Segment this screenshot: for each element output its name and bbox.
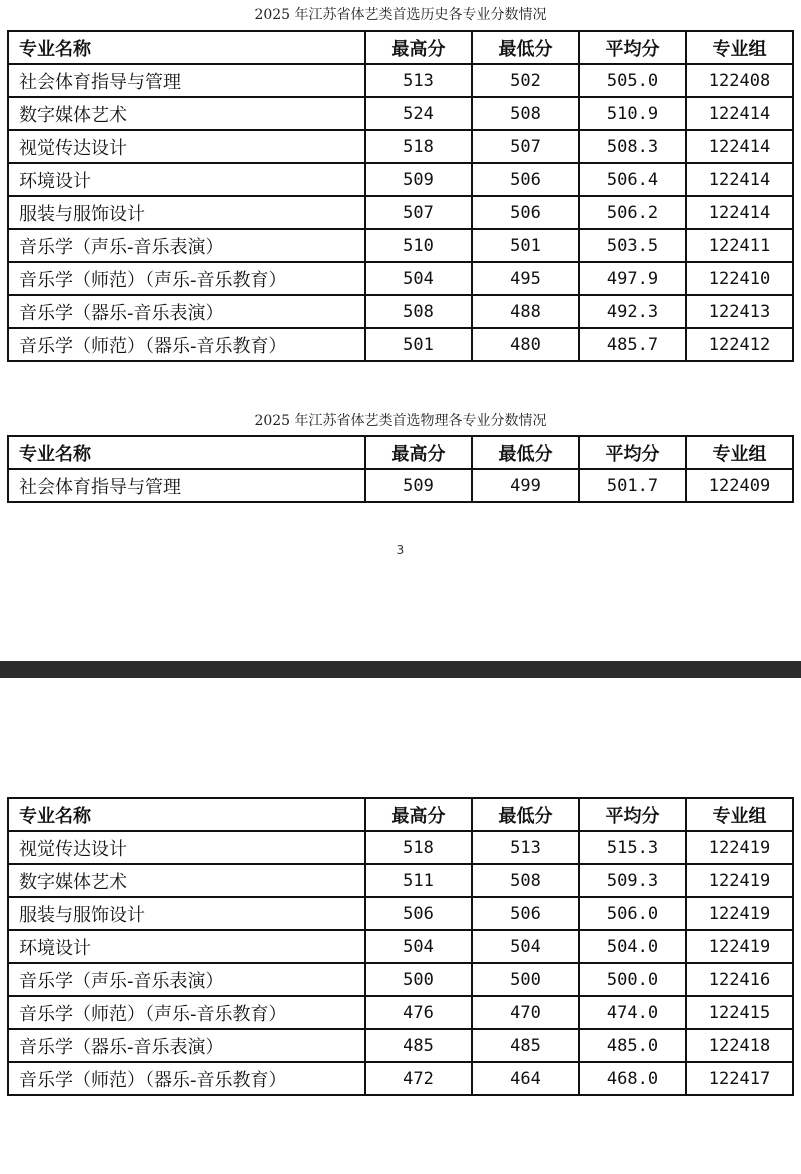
- table-row: [8, 229, 793, 262]
- table-row: [8, 295, 793, 328]
- cell-major-group: 122418: [686, 1029, 793, 1062]
- header-min-score: 最低分: [472, 436, 579, 469]
- cell-major-group: 122419: [686, 930, 793, 963]
- cell-min-score: 470: [472, 996, 579, 1029]
- header-max-score: 最高分: [365, 798, 472, 831]
- cell-max-score: 476: [365, 996, 472, 1029]
- cell-max-score: 504: [365, 930, 472, 963]
- cell-major: 音乐学（声乐-音乐表演）: [8, 229, 365, 262]
- cell-max-score: 485: [365, 1029, 472, 1062]
- cell-major: 服装与服饰设计: [8, 196, 365, 229]
- history-scores-table: [7, 30, 794, 362]
- cell-max-score: 508: [365, 295, 472, 328]
- header-avg-score: 平均分: [579, 798, 686, 831]
- cell-major-group: 122415: [686, 996, 793, 1029]
- cell-max-score: 472: [365, 1062, 472, 1095]
- cell-major-group: 122410: [686, 262, 793, 295]
- cell-major: 音乐学（器乐-音乐表演）: [8, 295, 365, 328]
- header-row: [8, 798, 793, 831]
- cell-max-score: 509: [365, 163, 472, 196]
- cell-max-score: 524: [365, 97, 472, 130]
- cell-major-group: 122419: [686, 864, 793, 897]
- physics-table-caption: 2025 年江苏省体艺类首选物理各专业分数情况: [254, 413, 547, 429]
- cell-min-score: 480: [472, 328, 579, 361]
- header-row: [8, 436, 793, 469]
- table-row: [8, 864, 793, 897]
- cell-major: 音乐学（声乐-音乐表演）: [8, 963, 365, 996]
- header-avg-score: 平均分: [579, 436, 686, 469]
- cell-major: 音乐学（师范）（声乐-音乐教育）: [8, 996, 365, 1029]
- cell-min-score: 495: [472, 262, 579, 295]
- cell-min-score: 488: [472, 295, 579, 328]
- cell-major: 社会体育指导与管理: [8, 64, 365, 97]
- cell-major-group: 122413: [686, 295, 793, 328]
- table-row: [8, 897, 793, 930]
- cell-avg-score: 508.3: [579, 130, 686, 163]
- header-min-score: 最低分: [472, 798, 579, 831]
- cell-major-group: 122417: [686, 1062, 793, 1095]
- cell-major-group: 122416: [686, 963, 793, 996]
- cell-avg-score: 492.3: [579, 295, 686, 328]
- header-max-score: 最高分: [365, 31, 472, 64]
- cell-min-score: 500: [472, 963, 579, 996]
- table-row: [8, 1029, 793, 1062]
- cell-avg-score: 485.7: [579, 328, 686, 361]
- page2-scores-table: [7, 797, 794, 1096]
- cell-major-group: 122412: [686, 328, 793, 361]
- cell-major: 数字媒体艺术: [8, 864, 365, 897]
- cell-major: 音乐学（器乐-音乐表演）: [8, 1029, 365, 1062]
- page2-table-body: [8, 831, 793, 1095]
- table-row: [8, 963, 793, 996]
- cell-max-score: 501: [365, 328, 472, 361]
- header-major-group: 专业组: [686, 31, 793, 64]
- cell-min-score: 464: [472, 1062, 579, 1095]
- cell-min-score: 502: [472, 64, 579, 97]
- table-row: [8, 97, 793, 130]
- header-major-group: 专业组: [686, 436, 793, 469]
- cell-avg-score: 500.0: [579, 963, 686, 996]
- cell-major-group: 122414: [686, 163, 793, 196]
- table-row: [8, 64, 793, 97]
- page-number: 3: [396, 543, 405, 557]
- cell-major-group: 122409: [686, 469, 793, 502]
- cell-avg-score: 485.0: [579, 1029, 686, 1062]
- page-divider: [0, 661, 801, 678]
- history-table-body: [8, 64, 793, 361]
- header-min-score: 最低分: [472, 31, 579, 64]
- cell-major: 视觉传达设计: [8, 130, 365, 163]
- cell-min-score: 508: [472, 97, 579, 130]
- cell-min-score: 507: [472, 130, 579, 163]
- physics-table-body: [8, 469, 793, 502]
- table-row: [8, 469, 793, 502]
- history-table-caption: 2025 年江苏省体艺类首选历史各专业分数情况: [254, 7, 547, 23]
- cell-max-score: 506: [365, 897, 472, 930]
- cell-avg-score: 509.3: [579, 864, 686, 897]
- cell-major: 视觉传达设计: [8, 831, 365, 864]
- table-row: [8, 130, 793, 163]
- cell-min-score: 499: [472, 469, 579, 502]
- cell-max-score: 513: [365, 64, 472, 97]
- cell-major: 音乐学（师范）（器乐-音乐教育）: [8, 328, 365, 361]
- table-row: [8, 262, 793, 295]
- cell-min-score: 506: [472, 897, 579, 930]
- cell-max-score: 518: [365, 130, 472, 163]
- header-major: 专业名称: [8, 436, 365, 469]
- cell-avg-score: 510.9: [579, 97, 686, 130]
- cell-major: 音乐学（师范）（器乐-音乐教育）: [8, 1062, 365, 1095]
- cell-major-group: 122414: [686, 130, 793, 163]
- table-row: [8, 831, 793, 864]
- cell-min-score: 513: [472, 831, 579, 864]
- cell-major-group: 122414: [686, 97, 793, 130]
- cell-avg-score: 474.0: [579, 996, 686, 1029]
- cell-min-score: 485: [472, 1029, 579, 1062]
- cell-max-score: 510: [365, 229, 472, 262]
- cell-avg-score: 503.5: [579, 229, 686, 262]
- cell-max-score: 518: [365, 831, 472, 864]
- cell-min-score: 506: [472, 163, 579, 196]
- table-row: [8, 163, 793, 196]
- cell-major: 社会体育指导与管理: [8, 469, 365, 502]
- cell-avg-score: 506.2: [579, 196, 686, 229]
- cell-max-score: 511: [365, 864, 472, 897]
- cell-major-group: 122414: [686, 196, 793, 229]
- cell-major: 环境设计: [8, 163, 365, 196]
- cell-major-group: 122419: [686, 897, 793, 930]
- table-row: [8, 196, 793, 229]
- header-avg-score: 平均分: [579, 31, 686, 64]
- cell-avg-score: 506.4: [579, 163, 686, 196]
- cell-major: 数字媒体艺术: [8, 97, 365, 130]
- cell-avg-score: 504.0: [579, 930, 686, 963]
- cell-major: 音乐学（师范）（声乐-音乐教育）: [8, 262, 365, 295]
- cell-avg-score: 506.0: [579, 897, 686, 930]
- cell-avg-score: 515.3: [579, 831, 686, 864]
- cell-min-score: 501: [472, 229, 579, 262]
- cell-min-score: 508: [472, 864, 579, 897]
- cell-major-group: 122419: [686, 831, 793, 864]
- header-row: [8, 31, 793, 64]
- table-row: [8, 996, 793, 1029]
- cell-max-score: 504: [365, 262, 472, 295]
- cell-major-group: 122411: [686, 229, 793, 262]
- header-max-score: 最高分: [365, 436, 472, 469]
- header-major: 专业名称: [8, 31, 365, 64]
- cell-major: 服装与服饰设计: [8, 897, 365, 930]
- cell-major: 环境设计: [8, 930, 365, 963]
- cell-avg-score: 497.9: [579, 262, 686, 295]
- table-row: [8, 1062, 793, 1095]
- cell-min-score: 504: [472, 930, 579, 963]
- cell-avg-score: 505.0: [579, 64, 686, 97]
- cell-avg-score: 501.7: [579, 469, 686, 502]
- cell-avg-score: 468.0: [579, 1062, 686, 1095]
- cell-max-score: 500: [365, 963, 472, 996]
- cell-min-score: 506: [472, 196, 579, 229]
- header-major-group: 专业组: [686, 798, 793, 831]
- table-row: [8, 328, 793, 361]
- physics-scores-table: [7, 435, 794, 503]
- cell-major-group: 122408: [686, 64, 793, 97]
- cell-max-score: 507: [365, 196, 472, 229]
- cell-max-score: 509: [365, 469, 472, 502]
- header-major: 专业名称: [8, 798, 365, 831]
- table-row: [8, 930, 793, 963]
